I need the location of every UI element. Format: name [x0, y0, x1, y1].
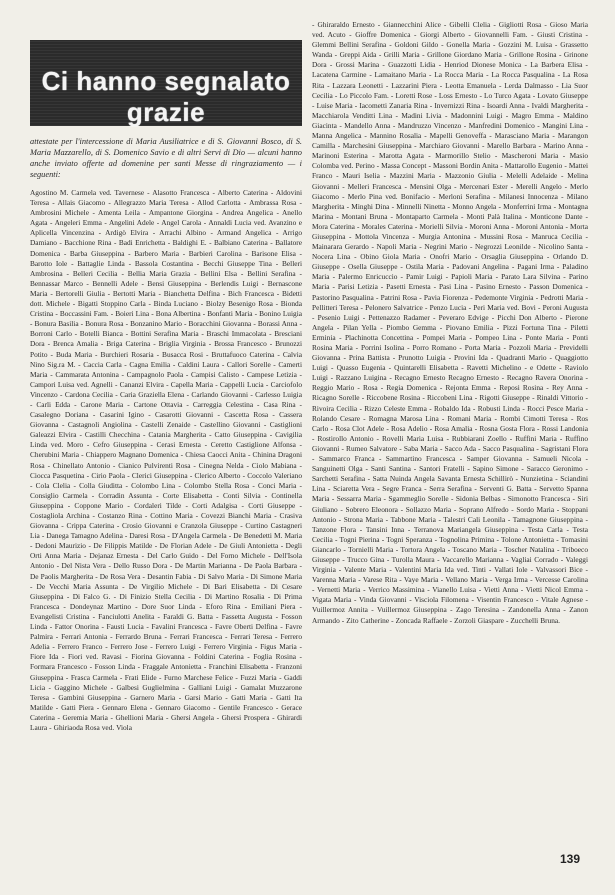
names-list-left: Agostino M. Carmela ved. Tavernese - Alasotto Francesca - Alberto Caterina - Aldovini Teresa - Allais Giacomo - Allegrazzo Maria Teresa - Allod Carlotta - Ambrassa Rosa - Ambrosini Michele - Amenta Leila - Ampantone Giorgina - Andrea Angelica - Anello Agata - Angeleri Emma - Angelini Adele - Angel Carola - Annaldi Lucia ved. Avanzino e Aplicella Vincenzina - Ardigò Elvira - Arrachi Albino - Armand Angelica - Arrigo Damiano - Bacchione Rina - Badi Enrichetta - Baldighi E. - Balbiano Caterina - Ballatore Domenica - Barba Giuseppina - Barbero Maria - Barbieri Carolina - Barisone Elisa - Barotto Iole - Battaglie Linda - Bassola Costantina - Becchi Giuseppe Tina - Belleri Ambrosina - Belleri Cecilia - Bellia Maria Grazia - Bellini Elsa - Bellini Serafina - Bennassar Marco - Bennelli Adele - Bensi Giuseppina - Berlendis Luigi - Bernascone Maria - Bertorelli Giulia - Bertotti Maria - Bianchetta Delfina - Bich Francesca - Bidetti dott. Michele - Bigatti Stoppino Carla - Binda Luciano - Biolzy Besenigo Rosa - Bionda Cristina - Boccassini Fam. - Boieri Lina - Bona Albertina - Bonfanti Maria - Bonino Luigia - Bonura Basilia - Bonura Rosa - Bonzanino Mario - Boracchini Giovanna - Borassi Anna - Borroni Carlo - Botelli Bianca - Bottini Serafina Maria - Braschi Immacolata - Bresciani Dora - Brenca Amalia - Briga Caterina - Briglia Virginia - Brossa Francesco - Brunozzi Potito - Buda Maria - Burchieri Rosaria - Busacca Rosi - Bruttafuoco Caterina - Calvia Nino Sig.ra M. - Caccia Carla - Cagna Emilia - Caldini Laura - Callori Sorelle - Camerti Maria - Cammarata Antonina - Campagnolo Paola - Campisi Calisto - Campese Letizia - Campori Luisa ved. Agnelli - Cananzi Elvira - Capella Maria - Cappelli Lucia - Carciofolo Vincenzo - Cardona Cecilia - Caria Graziella Elena - Carlando Giovanni - Carlesso Luigia - Carli Edda - Carone Maria - Cartone Ottavia - Carreggia Celestina - Casa Rina - Casalegno Doriana - Casarini Igino - Casarotti Giovanni - Cascetta Rosa - Cassera Giovanna - Castagnoli Angiolina - Castelli Zenaide - Castellino Giovanni - Castiglioni Galeazzi Elvira - Castilli Checchina - Catania Margherita - Catto Giuseppina - Cavigilia Linda ved. Moro - Cefro Giuseppina - Cerasi Ernesta - Ceretto Castiglione Alfonsa - Cherubini Maria - Chiappero Magnano Domenica - Chiesa Caocci Anita - Chinina Dragoni Rosa - Chinellato Antonio - Cianico Pulvirenti Rosa - Cinegna Nelda - Ciolo Mabiana - Ciocca Pasquetina - Cirio Paola - Clerici Giuseppina - Clerico Alberto - Coccolo Valeriano - Cola Clelia - Colla Giuditta - Colombo Lina - Colombo Stella Rosa - Conci Maria - Consiglio Carmela - Corradin Assunta - Corte Elisabetta - Conti Silvia - Continella Giuseppina - Coppone Mario - Cordaleri Tilde - Corti Adalgisa - Corti Giuseppe - Costagliola Archina - Costanzo Rina - Cottino Maria - Covezzi Bianchi Maria - Crasiva Giovanna - Crippa Caterina - Crosio Giovanni e Cranzola Giuseppe - Curtino Castagneri Lia - Danega Tamagno Adelina - Daresi Rosa - D'Angela Carmela - De Benedetti M. Maria - Dedoni Maurizio - De Filippis Matilde - De Florian Adele - De Giuli Antonietta - Degli Orti Anna Maria - Dejanaz Ernesta - Del Carlo Guido - Del Forno Michele - Dell'Isola Antonio - Del Nista Vera - Dello Russo Dora - De Martin Marianna - De Paola Barbara - De Paolis Margherita - De Rosa Vera - Desantin Fabia - Di Salvo Maria - Di Simone Maria - De Vecchi Maria Assunta - De Virgilio Michele - Di Bari Elisabetta - Di Cesare Giuseppina - Di Falco G. - Di Finizio Stella Cecilia - Di Martino Rosalia - Di Prima Francesca - Dondeynaz Martino - Dore Suor Linda - Eforo Rina - Emiliani Piera - Evangelisti Cristina - Fanciulotti Anelita - Faraldi G. Batta - Fassetta Augusta - Fosson Linda - Fattor Onorina - Fausti Lucia - Favalini Francesca - Favre Oberti Delfina - Favre Palmira - Ferrari Antonia - Ferrardo Bruna - Ferrari Francesca - Ferrari Teresa - Ferrero Adelia - Ferrero Franco - Ferrero Jose - Ferrero Luigi - Ferrero Virginia - Figus Maria - Fiore Ida - Fiori ved. Ravasi - Fiorina Giovanna - Foldini Caterina - Foglia Rosina - Formara Francesco - Fosson Linda - Fraggale Antonietta - Franchini Elisabetta - Franzoni Giuseppina - Frasca Carmela - Frati Elide - Furno Marchese Felice - Fuzzi Maria - Gaddi Licia - Gaggino Michele - Galbesi Guglielmina - Galliani Luigi - Gamalat Muzzarone Teresa - Gambini Giuseppina - Garnero Maria - Garsi Mario - Gatti Maria - Gatti Ita Matilde - Gatti Piera - Gennaro Elena - Gennaro Giacomo - Gentile Francesco - Gerace Caterina - Geremia Maria - Ghellioni Maria - Ghersi Angela - Ghersi Prospera - Ghirardi Laura - Ghiriaoda Rosa ved. Viola	[30, 188, 302, 732]
left-column	[30, 40, 302, 890]
names-list-right: - Ghiraraldo Ernesto - Giannecchini Alice - Gibelli Clelia - Gigliotti Rosa - Gioso Maria ved. Acuto - Gioffre Domenica - Giorgi Alberto - Giovannelli Fam. - Giusti Cristina - Glemmi Bellini Serafina - Goldoni Gildo - Gonella Maria - Gozzini M. Luisa - Grassetto Wanda - Greppi Aida - Grilli Maria - Grillone Giordano Maria - Grillone Rosina - Grinone Dora - Grossi Marina - Guazzotti Lidia - Henriod Dionese Monica - La Barbera Elisa - Lacatena Carmine - Lamaitano Maria - La Rocca Maria - La Rocca Pasqualina - La Rosa Rita - Lazzara Leonetti - Lazzarini Piera - Leotta Emanuela - Lerda Dalmasso - Lia Suor Cecilia - Lo Piccolo Fam. - Loretti Rose - Loss Ernesto - Lo Turco Agata - Lovato Giuseppe - Luise Maria - Iacometti Zanaria Rina - Invernizzi Rina - Isoardi Anna - Ivaldi Margherita - Macchiarola Venditti Lina - Madini Livia - Madonnini Luigi - Magro Emma - Maldino Giacinta - Mandello Anna - Mandruzzo Vincenzo - Manfredini Domenico - Mangini Lina - Manna Angelica - Mannino Rosalia - Mapelli Genoveffa - Marasciano Maria - Marangon Camilla - Marchesini Giuseppina - Marchiaro Giovanni - Marello Barbara - Marino Anna - Marinoni Esterina - Marotta Agata - Marmorillo Stelio - Mascheroni Maria - Masio Colomba ved. Perino - Massa Concept - Massoni Bordin Anita - Mattarollo Eugenio - Mattei Franco - Mauri Iselia - Mazzini Maria - Mazzonio Giulia - Melelli Adelaide - Melina Giovanni - Melleri Francesca - Mensini Olga - Mercenari Ester - Merelli Angelo - Merlo Giacomo - Merlo Pina ved. Bonifacio - Merloni Serafina - Milanesi Innocenza - Milano Margherita - Minghi Dina - Minnelli Ninetta - Monno Angela - Monferrini Irma - Montagna Marina - Montani Bruna - Montaparto Carmela - Monti Palà Italina - Monticone Dante - Mora Caterina - Morales Caterina - Morielli Silvia - Moroni Anna - Moroni Antonia - Morta Giuseppina - Mottola Vincenza - Murgia Antonina - Mussini Rosa - Manruca Cecilia - Mainarara Gerardo - Napoli Maria - Negrini Mario - Negrozzi Leonilde - Nicolino Santa - Nocera Lina - Obino Giola Maria - Onofri Mario - Orsaglia Giuseppina - Orlando D. Giuseppe - Osella Giuseppe - Ostila Maria - Padovani Angelina - Pagani Irma - Paladino Maria - Palermo Enricuccio - Pamir Luigi - Papioli Maria - Parato Lara Silvina - Parino Maria - Parisi Letizia - Pasetti Ernesta - Pasi Lina - Pasino Ernesto - Passon Domenica - Pastorino Pasqualina - Patrini Rosa - Pavia Fiorenza - Pedemonte Virginia - Pedrotti Maria - Pellitteri Teresa - Pelonero Salvatrice - Penzo Lucia - Peri Maria ved. Bovi - Peroni Augusta - Pesenio Luigi - Pettenazzo Radamer - Peveraro Edvige - Picchi Don Alberto - Pierone Angela - Pilan Yella - Piombo Gemma - Piovano Emilia - Pizzi Fortuna Tina - Piletti Erminia - Plachinotta Concettina - Pompei Maria - Pompeo Lina - Ponte Maria - Ponti Rosina Maria - Porrini Isolina - Porro Romano - Porta Maria - Pozzoli Maria - Previdelli Giovanna - Prina Battista - Prunotto Luigia - Provini Ida - Quadranti Mario - Quaggiotto Luigi - Quasso Eugenia - Quintarelli Elisabetta - Ravetti Michelino - e Odette - Raviolo Luigi - Razzano Luigina - Recagno Ernesto Recagno Ernesto - Recagno Ravera Onorina - Reggio Mario - Rosa - Regia Domenica - Rejonta Emma - Reposi Rosina - Rey Anna - Ricagno Sorelle - Riccobene Rosina - Riccobeni Lina - Rigotti Giuseppe - Rinaldi Vittorio - Rivoira Cecilia - Rizzo Celeste Emma - Robaldo Ida - Robusti Linda - Rocci Pesce Maria - Rolando Cesare - Romagna Marosa Lina - Romani Maria - Rombi Cimotti Teresa - Ros Carlo - Rosa Clot Adele - Rosa Adelio - Rosa Amalia - Rosna Gosta Flora - Rossi Landonia - Rostirollo Antonio - Rovelli Maria Luisa - Rubbiarani Zoello - Ruffini Maria - Ruffino Giovanni - Rumeo Salvatore - Saba Maria - Sacco Ada - Sacco Pasqualina - Sagristani Flora - Sammarco Franca - Sammartino Francesca - Samper Giovanna - Samueli Nicola - Sanguinetti Olga - Santi Santina - Santori Fratelli - Sapino Simone - Saracco Geronimo - Sarchetti Serafina - Satta Nuinda Angela Savanta Ernesta Schillirò - Nunzietina - Sciandini Lina - Sciaretta Vera - Segre Franca - Serra Serafina - Serventi G. Batta - Servetto Spanna Maria - Sessarra Maria - Sgammeglio Sorelle - Sidonia Belbas - Simonotto Francesca - Siri Giuliano - Sobrero Eleonora - Sollazzo Maria - Soprano Alfredo - Sordo Maria - Stoppani Antonio - Strona Maria - Tabbone Maria - Talestri Cali Leonila - Tamagnone Giuseppina - Tanzone Flora - Tansini Inna - Terranova Mariangela Giuseppina - Testa Carla - Testa Cecilia - Togni Pierina - Togni Speranza - Tognolina Primina - Tolone Antonietta - Tomasini Giancarlo - Tornielli Maria - Tortora Angela - Toscano Maria - Toscher Natalina - Triboeco Giuseppe - Trucco Gina - Turolla Maura - Vaccarello Marianna - Vagliai Corrado - Valeggi Virginia - Valente Maria - Valentini Maria Ida ved. Tinti - Vallati Iole - Valvassori Bice - Varenna Maria - Varese Rita - Vaye Maria - Vellano Maria - Verga Irma - Vercesse Carolina - Vernetti Maria - Verrico Massimina - Vianello Luisa - Vietti Anna - Vietti Nicol Emma - Vigata Maria - Vinda Giovanni - Visciola Filomena - Visentin Francesco - Vitale Agnese - Vuillermoz Annita - Vuillermoz Giuseppina - Zago Teresina - Zandonella Anna - Zanon Armando - Zito Catherine - Zoncada Raffaele - Zorzoli Giaspare - Zucchelli Bruna.	[312, 20, 588, 625]
intro-paragraph: attestate per l'intercessione di Maria Ausiliatrice e di S. Giovanni Bosco, di S. Maria Mazzarello, di S. Domenico Savio e di altri Servi di Dio — alcuni hanno anche inviato offerte ad domenine per santi Messe di ringraziamento — i seguenti:	[30, 137, 302, 179]
title-banner	[30, 40, 302, 126]
page-number: 139	[560, 852, 581, 866]
right-column	[312, 20, 588, 890]
page-title: Ci hanno segnalato grazie	[41, 66, 291, 127]
